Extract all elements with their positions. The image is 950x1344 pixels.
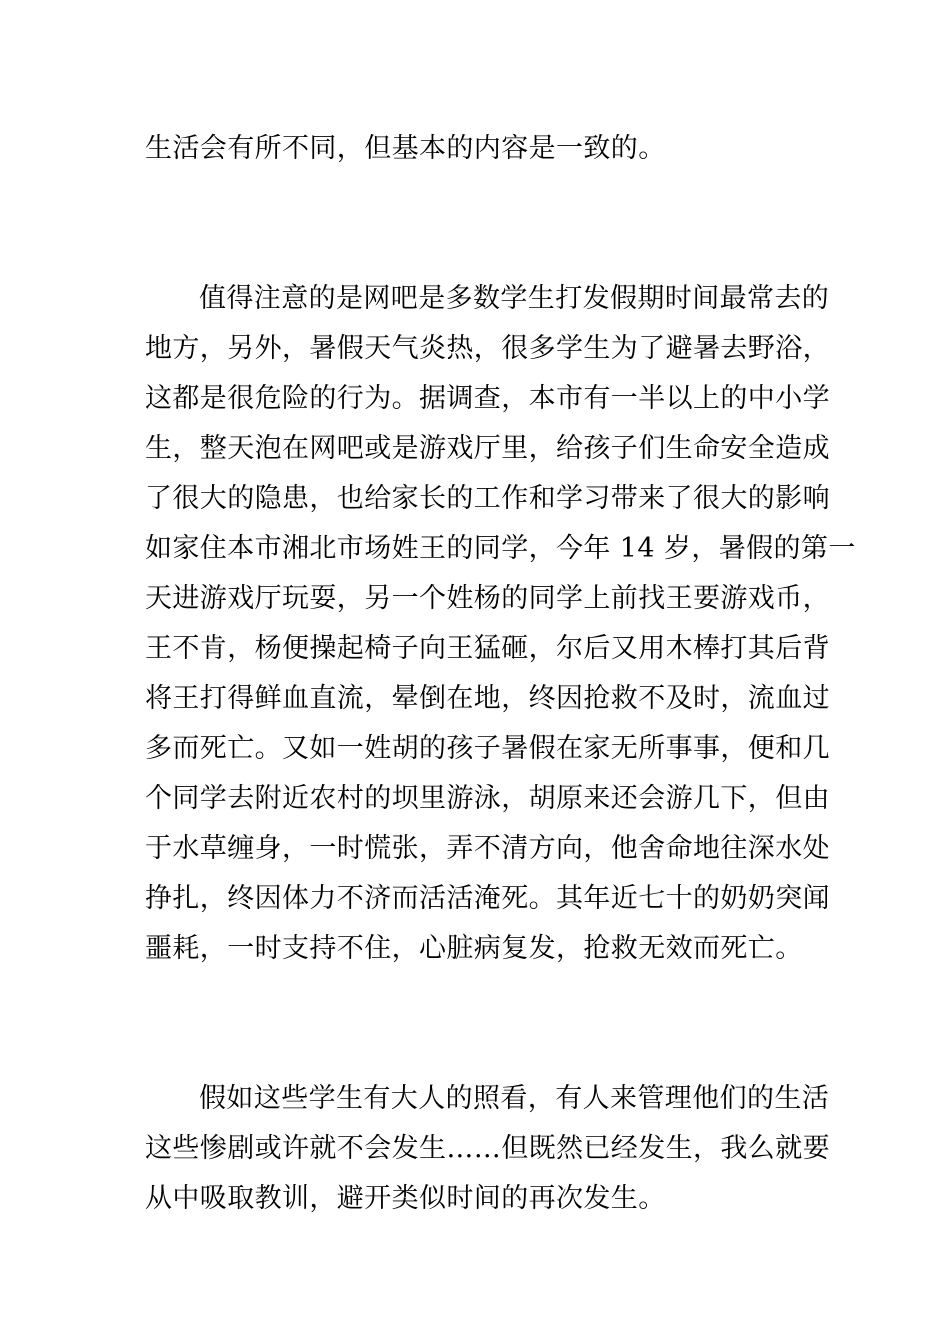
paragraph-2-line-1: 值得注意的是网吧是多数学生打发假期时间最常去的: [199, 283, 830, 314]
paragraph-2-line-13: 挣扎，终因体力不济而活活淹死。其年近七十的奶奶突闻: [145, 883, 830, 914]
paragraph-2-line-5: 了很大的隐患，也给家长的工作和学习带来了很大的影响: [145, 483, 830, 514]
paragraph-3-line-2: 这些惨剧或许就不会发生……但既然已经发生，我么就要: [145, 1133, 830, 1164]
paragraph-2-line-11: 个同学去附近农村的坝里游泳，胡原来还会游几下，但由: [145, 783, 830, 814]
paragraph-2-line-2: 地方，另外，暑假天气炎热，很多学生为了避暑去野浴，: [145, 333, 830, 364]
paragraph-2-line-9: 将王打得鲜血直流，晕倒在地，终因抢救不及时，流血过: [145, 683, 830, 714]
paragraph-2-line-12: 于水草缠身，一时慌张，弄不清方向，他舍命地往深水处: [145, 833, 830, 864]
paragraph-3-line-3: 从中吸取教训，避开类似时间的再次发生。: [145, 1183, 666, 1214]
paragraph-2-line-6: 如家住本市湘北市场姓王的同学，今年 14 岁，暑假的第一: [145, 533, 856, 564]
paragraph-2-line-14: 噩耗，一时支持不住，心脏病复发，抢救无效而死亡。: [145, 933, 803, 964]
paragraph-2-line-7: 天进游戏厅玩耍，另一个姓杨的同学上前找王要游戏币，: [145, 583, 830, 614]
paragraph-2-line-3: 这都是很危险的行为。据调查，本市有一半以上的中小学: [145, 383, 830, 414]
paragraph-2-line-4: 生，整天泡在网吧或是游戏厅里，给孩子们生命安全造成: [145, 433, 830, 464]
paragraph-2-line-10: 多而死亡。又如一姓胡的孩子暑假在家无所事事，便和几: [145, 733, 830, 764]
paragraph-2-line-8: 王不肯，杨便操起椅子向王猛砸，尔后又用木棒打其后背: [145, 633, 830, 664]
paragraph-3-line-1: 假如这些学生有大人的照看，有人来管理他们的生活: [199, 1083, 830, 1114]
paragraph-1-line-1: 生活会有所不同，但基本的内容是一致的。: [145, 133, 666, 164]
